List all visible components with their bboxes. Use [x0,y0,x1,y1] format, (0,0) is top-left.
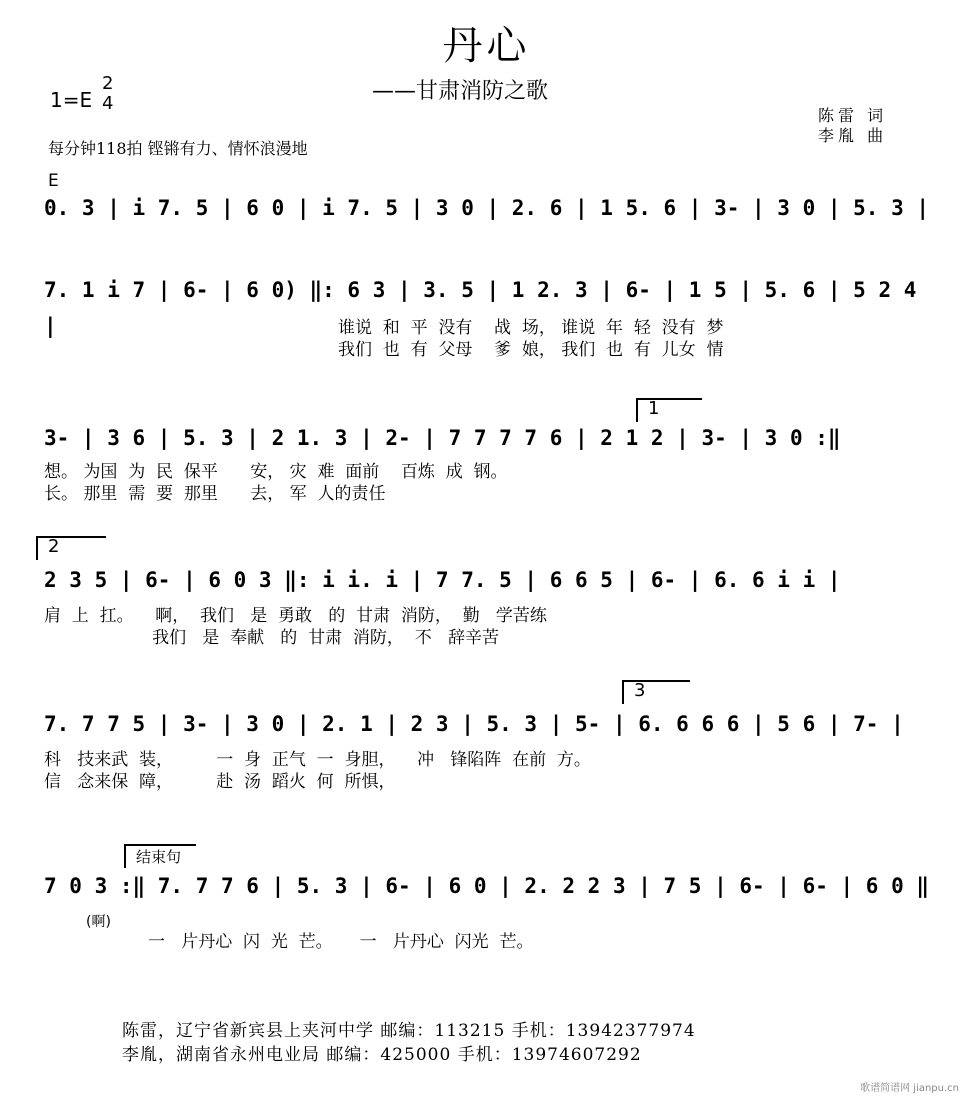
notes-line: 3- | 3 6 | 5. 3 | 2 1. 3 | 2- | 7 7 7 7 6 | 2 1 2 | 3- | 3 0 :‖ [44,426,841,450]
lyric-verse-1: 想。 为国 为 民 保平 安， 灾 难 面前 百炼 成 钢。 [44,462,508,482]
lyric-verse-2: 我们 也 有 父母 爹 娘， 我们 也 有 儿女 情 [338,340,724,360]
ending-label: 结束句 [136,848,182,866]
notes-line: 7. 1 i 7 | 6- | 6 0) ‖: 6 3 | 3. 5 | 1 2. 3 | 6- | 1 5 | 5. 6 | 5 2 4 | [44,278,917,338]
song-title: 丹心 [442,23,531,69]
credits [818,106,887,146]
staff-system-3 [36,420,936,456]
aside-lyric: (啊) [86,914,111,930]
lyric-verse-2: 长。 那里 需 要 那里 去， 军 人的责任 [44,484,386,504]
staff-system-6 [36,868,936,904]
watermark: 歌谱简谱网 jianpu.cn [860,1083,959,1094]
volta-ending [124,844,196,868]
lyricist: 陈雷 词 [818,106,888,125]
lyric-verse-1: 科 技来武 装， 一 身 正气 一 身胆， 冲 锋陷阵 在前 方。 [44,750,591,770]
volta-2-label: 2 [48,536,60,557]
e-mark: E [48,171,59,191]
volta-1 [636,398,702,422]
time-signature [102,74,113,114]
lyric-verse-1: 肩 上 扛。 啊， 我们 是 勇敢 的 甘肃 消防， 勤 学苦练 [44,606,547,626]
key-signature: 1=E [50,88,93,112]
time-top: 2 [102,73,114,94]
staff-system-1 [36,190,936,226]
staff-system-4 [36,562,936,598]
notes-line: 7 0 3 :‖ 7. 7 7 6 | 5. 3 | 6- | 6 0 | 2. 2 2 3 | 7 5 | 6- | 6- | 6 0 ‖ [44,874,930,898]
notes-line: 2 3 5 | 6- | 6 0 3 ‖: i i. i | 7 7. 5 | 6 6 5 | 6- | 6. 6 i i | [44,568,841,592]
tempo-marking: 每分钟118拍 铿锵有力、情怀浪漫地 [48,139,308,158]
time-bottom: 4 [102,93,114,114]
lyric-verse-2: 我们 是 奉献 的 甘肃 消防， 不 辞辛苦 [44,628,499,648]
lyric-verse-1: 谁说 和 平 没有 战 场， 谁说 年 轻 没有 梦 [338,318,724,338]
contact-line-2: 李胤，湖南省永州电业局 邮编：425000 手机：13974607292 [122,1045,642,1065]
staff-system-5 [36,706,936,742]
lyric-verse-2: 信 念来保 障， 赴 汤 蹈火 何 所惧， [44,772,396,792]
composer: 李胤 曲 [818,126,888,145]
notes-line: 7. 7 7 5 | 3- | 3 0 | 2. 1 | 2 3 | 5. 3 | 5- | 6. 6 6 6 | 5 6 | 7- | [44,712,904,736]
volta-2 [36,536,106,560]
volta-3 [622,680,690,704]
song-subtitle: ——甘肃消防之歌 [372,79,549,104]
contact-line-1: 陈雷，辽宁省新宾县上夹河中学 邮编：113215 手机：13942377974 [122,1021,696,1041]
volta-3-label: 3 [634,680,646,701]
lyric-verse-1: 一 片丹心 闪 光 芒。 一 片丹心 闪光 芒。 [148,932,534,952]
volta-1-label: 1 [648,398,660,419]
notes-line: 0. 3 | i 7. 5 | 6 0 | i 7. 5 | 3 0 | 2. 6 | 1 5. 6 | 3- | 3 0 | 5. 3 | [44,196,930,220]
